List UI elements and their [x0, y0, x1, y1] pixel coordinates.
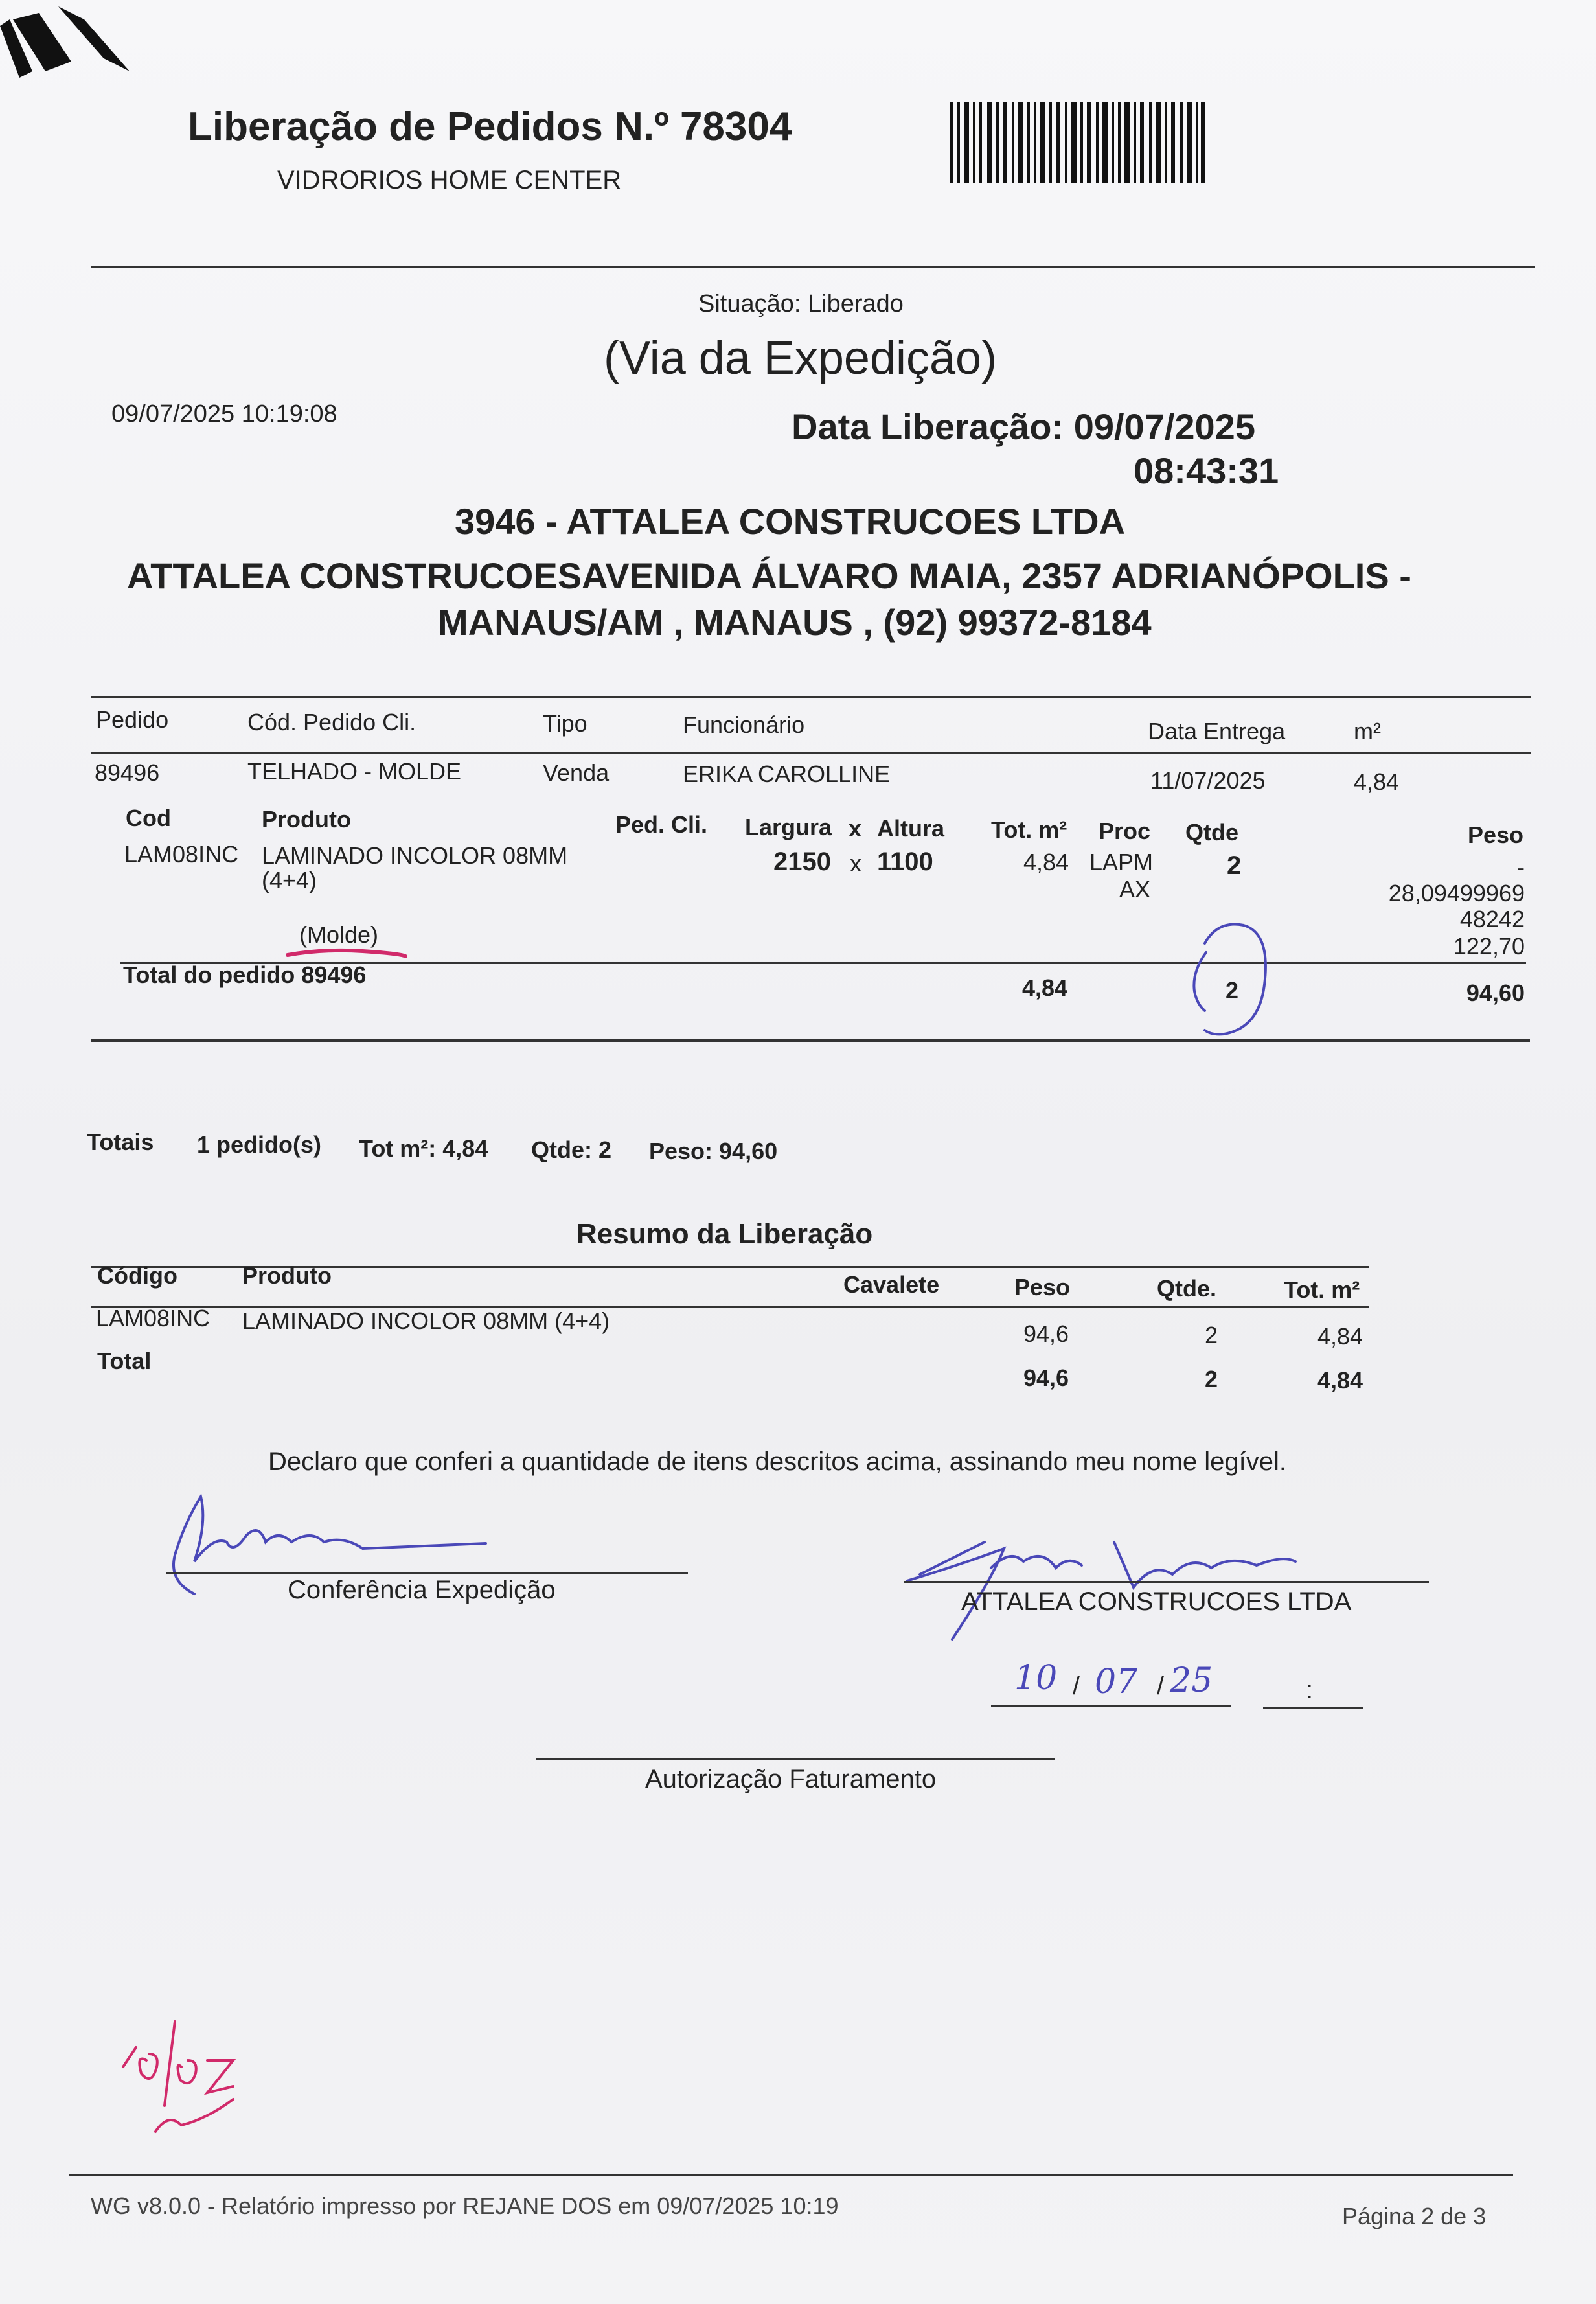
signature-label-cliente: ATTALEA CONSTRUCOES LTDA — [961, 1587, 1352, 1616]
item-total-peso: 94,60 — [1466, 980, 1525, 1006]
punch-mark — [0, 0, 155, 91]
item-header-x: x — [849, 815, 862, 842]
item-proc-line2: AX — [1119, 876, 1151, 903]
item-produto-line1: LAMINADO INCOLOR 08MM — [262, 842, 568, 869]
resumo-total-peso: 94,6 — [1023, 1365, 1069, 1391]
item-total-tot-m2: 4,84 — [1022, 974, 1068, 1001]
item-qtde: 2 — [1227, 851, 1242, 880]
item-altura: 1100 — [877, 847, 933, 876]
header-divider — [91, 266, 1535, 268]
item-header-qtde: Qtde — [1185, 819, 1239, 846]
col-header-pedido: Pedido — [96, 706, 169, 733]
customer-address-line2: MANAUS/AM , MANAUS , (92) 99372-8184 — [438, 602, 1152, 643]
order-table-header-rule — [91, 752, 1531, 754]
molde-underline-mark — [285, 943, 408, 963]
totais-pedidos: 1 pedido(s) — [197, 1131, 322, 1158]
footer-page-number: Página 2 de 3 — [1342, 2203, 1487, 2229]
item-header-peso: Peso — [1468, 822, 1524, 848]
qtde-circle-mark — [1179, 914, 1282, 1043]
date-slash-2: / — [1157, 1672, 1165, 1700]
item-peso-line3: 48242 — [1459, 906, 1525, 932]
item-total-qtde: 2 — [1226, 977, 1239, 1004]
resumo-qtde: 2 — [1205, 1322, 1218, 1348]
item-header-proc: Proc — [1099, 818, 1151, 844]
signature-label-autorizacao: Autorização Faturamento — [645, 1765, 937, 1793]
resumo-total-label: Total — [97, 1348, 152, 1374]
footer-rule — [69, 2174, 1513, 2176]
date-slash-1: / — [1073, 1672, 1080, 1700]
footer-printed-by: WG v8.0.0 - Relatório impresso por REJANE DOS em 09/07/2025 10:19 — [91, 2193, 839, 2219]
signature-cliente — [894, 1503, 1308, 1646]
resumo-header-cavalete: Cavalete — [843, 1271, 940, 1298]
resumo-total-qtde: 2 — [1205, 1366, 1218, 1392]
totais-qtde: Qtde: 2 — [531, 1136, 612, 1163]
print-timestamp: 09/07/2025 10:19:08 — [111, 400, 337, 428]
order-cod-pedido-cli: TELHADO - MOLDE — [247, 758, 462, 785]
item-total-label: Total do pedido 89496 — [123, 962, 367, 988]
item-largura: 2150 — [773, 847, 831, 876]
resumo-peso: 94,6 — [1023, 1320, 1069, 1347]
resumo-produto: LAMINADO INCOLOR 08MM (4+4) — [242, 1308, 610, 1334]
col-header-data-entrega: Data Entrega — [1148, 718, 1286, 744]
item-cod: LAM08INC — [124, 841, 239, 868]
item-peso-line2: 28,09499969 — [1388, 880, 1525, 906]
col-header-cod-pedido-cli: Cód. Pedido Cli. — [247, 709, 416, 735]
col-header-tipo: Tipo — [543, 710, 587, 737]
item-peso-line1: - — [1517, 854, 1525, 881]
customer-name: 3946 - ATTALEA CONSTRUCOES LTDA — [455, 501, 1126, 542]
resumo-header-qtde: Qtde. — [1157, 1275, 1217, 1302]
handwritten-year: 25 — [1170, 1661, 1213, 1700]
data-liberacao: Data Liberação: 09/07/2025 — [792, 406, 1255, 447]
barcode — [950, 102, 1205, 183]
date-line — [991, 1705, 1231, 1707]
time-separator: : — [1306, 1676, 1314, 1704]
order-tipo: Venda — [543, 759, 610, 786]
item-proc-line1: LAPM — [1089, 849, 1154, 875]
declaration-text: Declaro que conferi a quantidade de itens descritos acima, assinando meu nome legível. — [268, 1447, 1287, 1476]
item-peso-line4: 122,70 — [1453, 933, 1525, 960]
resumo-tot-m2: 4,84 — [1317, 1323, 1363, 1350]
resumo-codigo: LAM08INC — [96, 1305, 211, 1331]
item-header-largura: Largura — [745, 814, 832, 840]
totais-label: Totais — [87, 1129, 154, 1155]
situacao-label: Situação: Liberado — [698, 290, 904, 317]
item-header-altura: Altura — [877, 815, 945, 842]
page-title: Liberação de Pedidos N.º 78304 — [188, 104, 792, 149]
order-m2: 4,84 — [1354, 768, 1400, 795]
order-pedido: 89496 — [95, 759, 160, 786]
item-x: x — [850, 850, 861, 877]
resumo-header-produto: Produto — [242, 1262, 332, 1289]
time-line — [1263, 1707, 1363, 1709]
order-funcionario: ERIKA CAROLLINE — [683, 761, 891, 787]
signature-label-conferencia: Conferência Expedição — [288, 1576, 556, 1604]
item-header-cod: Cod — [126, 805, 171, 831]
col-header-m2: m² — [1354, 718, 1381, 744]
order-table-top-rule — [91, 696, 1531, 698]
resumo-header-tot-m2: Tot. m² — [1284, 1276, 1360, 1303]
totais-tot-m2: Tot m²: 4,84 — [359, 1135, 488, 1162]
item-note-molde: (Molde) — [299, 921, 379, 948]
item-header-ped-cli: Ped. Cli. — [615, 811, 708, 838]
resumo-header-peso: Peso — [1014, 1274, 1071, 1300]
signature-line-conferencia — [166, 1572, 688, 1574]
hora-liberacao: 08:43:31 — [1134, 450, 1279, 491]
totais-peso: Peso: 94,60 — [649, 1138, 778, 1164]
col-header-funcionario: Funcionário — [683, 711, 805, 738]
signature-line-cliente — [904, 1581, 1429, 1583]
company-name: VIDRORIOS HOME CENTER — [277, 166, 622, 194]
handwritten-day: 10 — [1014, 1659, 1058, 1698]
order-data-entrega: 11/07/2025 — [1150, 767, 1266, 794]
resumo-total-tot-m2: 4,84 — [1317, 1367, 1363, 1394]
handwritten-red-note — [110, 2009, 253, 2151]
item-header-produto: Produto — [262, 806, 351, 833]
resumo-header-codigo: Código — [97, 1262, 177, 1289]
resumo-title: Resumo da Liberação — [576, 1218, 873, 1250]
customer-address-line1: ATTALEA CONSTRUCOESAVENIDA ÁLVARO MAIA, 2357 ADRIANÓPOLIS - — [127, 555, 1411, 596]
handwritten-month: 07 — [1095, 1663, 1138, 1701]
item-produto-line2: (4+4) — [262, 867, 317, 893]
item-tot-m2: 4,84 — [1023, 849, 1069, 875]
via-label: (Via da Expedição) — [604, 332, 998, 384]
item-header-tot-m2: Tot. m² — [991, 816, 1067, 843]
items-bottom-rule — [91, 1039, 1530, 1042]
signature-line-autorizacao — [536, 1758, 1054, 1760]
